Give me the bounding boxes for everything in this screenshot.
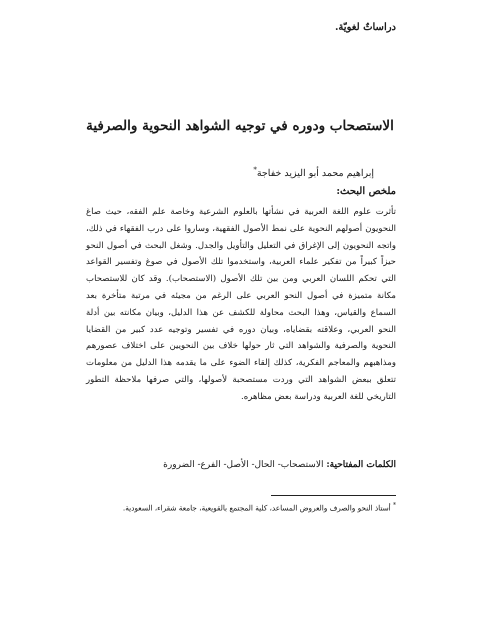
abstract-body: تأثرت علوم اللغة العربية في نشأتها بالعلوم الشرعية وخاصة علم الفقه، حيث صاغ النحويون أصولهم النحوية على نمط الأصول الفقهية، وساروا على درب الفقهاء في ذلك، واتجه النحويون إلى الإغراق في التعليل والتأويل والجدل. وشغل البحث في أصول النحو حيزاً كبيراً من تفكير علماء العربية، واستخدموا تلك الأصول في صوغ وتفسير القواعد التي تحكم اللسان العربي ومن بين تلك الأصول (الاستصحاب). وقد كان للاستصحاب مكانة متميزة في أصول النحو العربي على الرغم من مجيئه في مرتبة متأخرة بعد السماع والقياس، وهذا البحث محاولة للكشف عن هذا الدليل، وبيان مكانته بين أدلة النحو العربي، وعلاقته بقضاياه، وبيان دوره في تفسير وتوجيه عدد كبير من القضايا النحوية والصرفية والشواهد التي ثار حولها خلاف بين النحويين على اختلاف عصورهم ومذاهبهم والمعاجم الفكرية، كذلك إلقاء الضوء على ما يقدمه هذا الدليل من معلومات تتعلق ببعض الشواهد التي وردت مستصحبة لأصولها، والتي صرفها ملاحظة التطور التاريخي للغة العربية ودراسة بعض مظاهره.	[86, 207, 396, 402]
keywords-text: الاستصحاب- الحال- الأصل- الفرع- الضرورة	[163, 460, 324, 470]
footnote-mark: *	[393, 502, 396, 509]
author-footnote-mark: *	[253, 166, 257, 174]
keywords-label: الكلمات المفتاحية:	[326, 460, 396, 470]
paper-title: الاستصحاب ودوره في توجيه الشواهد النحوية والصرفية	[86, 118, 394, 134]
running-head: دراساتٌ لغويّة.	[334, 22, 396, 33]
author-line	[253, 166, 374, 179]
footnote	[86, 502, 396, 512]
footnote-text: أستاذ النحو والصرف والعروض المساعد، كلية المجتمع بالقويعية، جامعة شقراء، السعودية.	[122, 503, 391, 513]
keywords-line	[86, 460, 396, 470]
author-name: إبراهيم محمد أبو اليزيد خفاجة	[256, 168, 374, 180]
footnote-divider	[271, 495, 396, 496]
abstract-heading: ملخص البحث:	[336, 186, 396, 197]
